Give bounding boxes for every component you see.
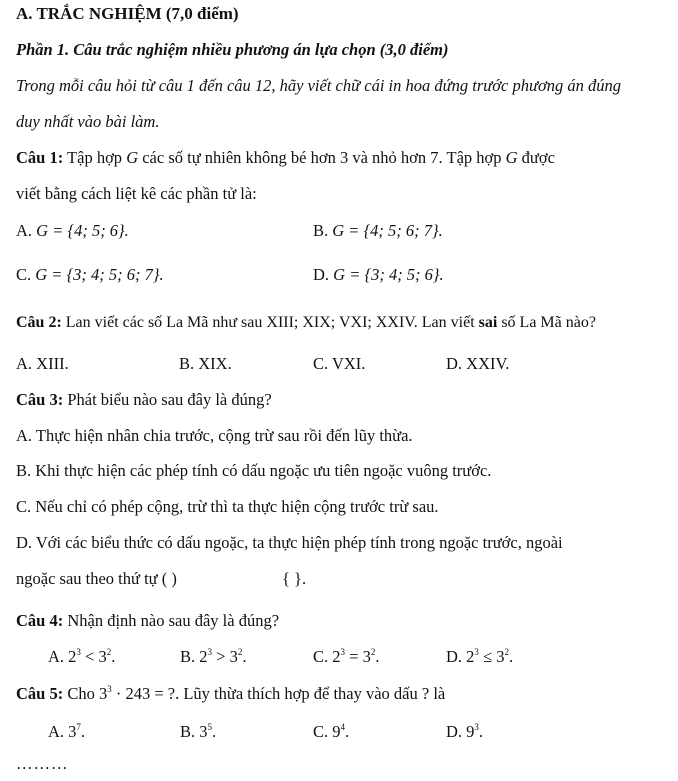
option-end: . <box>508 647 514 666</box>
option-exponent: 2 <box>106 647 112 657</box>
question-2-option-c: C. VXI. <box>313 354 366 373</box>
option-operator: ≤ <box>478 647 497 666</box>
question-2-stem <box>16 314 596 332</box>
option-exponent: 3 <box>474 647 479 657</box>
question-5-text-a: Cho <box>67 684 99 703</box>
question-4-option-b <box>180 647 246 667</box>
option-base: 2 <box>332 647 341 666</box>
option-end: . <box>345 722 350 741</box>
option-letter: A. <box>48 647 65 666</box>
option-operator: = <box>345 647 363 666</box>
question-2-bold-word: sai <box>478 314 498 331</box>
question-5-label: Câu 5: <box>16 684 64 703</box>
option-end: . <box>242 647 247 666</box>
question-4-stem <box>16 611 279 631</box>
option-exponent: 2 <box>237 647 243 657</box>
question-3-text: Phát biểu nào sau đây là đúng? <box>67 390 272 409</box>
part1-instruction-line2: duy nhất vào bài làm. <box>16 112 160 131</box>
option-base: 3 <box>496 647 505 666</box>
option-base: 2 <box>199 647 208 666</box>
question-1-text-a: Tập hợp <box>67 148 127 167</box>
question-1-var2: G <box>505 148 518 167</box>
option-exponent: 5 <box>207 722 213 732</box>
question-3-option-d-line2 <box>16 569 177 589</box>
option-base: 3 <box>68 722 77 741</box>
question-5-text-b: · 243 = ?. Lũy thừa thích hợp để thay vào dấu ? là <box>111 684 446 703</box>
question-1-stem <box>16 148 555 168</box>
question-2-option-b: B. XIX. <box>179 354 232 373</box>
question-4-text: Nhận định nào sau đây là đúng? <box>67 611 280 630</box>
question-3-stem <box>16 390 272 410</box>
option-letter: A. <box>48 722 65 741</box>
option-base: 3 <box>229 647 238 666</box>
option-expr: G = {3; 4; 5; 6}. <box>333 265 444 284</box>
option-letter: B. <box>180 722 196 741</box>
option-exponent: 7 <box>76 722 81 732</box>
question-5-option-c <box>313 722 349 742</box>
question-2-option-a: A. XIII. <box>16 354 69 373</box>
question-1-text-b: các số tự nhiên không bé hơn 3 và nhỏ hơn 7. Tập hợp <box>138 148 506 167</box>
question-3-option-a: A. Thực hiện nhân chia trước, cộng trừ sau rồi đến lũy thừa. <box>16 426 413 445</box>
option-base: 3 <box>98 647 107 666</box>
option-letter: D. <box>446 647 463 666</box>
part1-instruction-line1: Trong mỗi câu hỏi từ câu 1 đến câu 12, hãy viết chữ cái in hoa đứng trước phương án đúng <box>16 76 622 95</box>
option-end: . <box>212 722 217 741</box>
option-operator: < <box>80 647 99 666</box>
section-heading: A. TRẮC NGHIỆM (7,0 điểm) <box>16 4 239 23</box>
question-3-option-d-braces: { }. <box>282 569 307 588</box>
option-letter: B. <box>313 221 329 240</box>
question-5-stem <box>16 684 445 704</box>
continuation-ellipsis: ……… <box>16 754 69 773</box>
option-letter: C. <box>16 265 32 284</box>
question-2-label: Câu 2: <box>16 314 62 331</box>
question-5-option-d <box>446 722 483 742</box>
option-exponent: 4 <box>340 722 346 732</box>
question-5-option-a <box>48 722 85 742</box>
question-2-option-d: D. XXIV. <box>446 354 510 373</box>
option-exponent: 3 <box>207 647 213 657</box>
option-expr: G = {3; 4; 5; 6; 7}. <box>35 265 164 284</box>
question-1-var: G <box>126 148 139 167</box>
part1-title: Phần 1. Câu trắc nghiệm nhiều phương án lựa chọn (3,0 điểm) <box>16 40 449 59</box>
option-base: 3 <box>362 647 371 666</box>
question-3-option-d: D. Với các biểu thức có dấu ngoặc, ta thực hiện phép tính trong ngoặc trước, ngoài <box>16 533 563 552</box>
question-5-base: 3 <box>98 684 108 703</box>
option-exponent: 3 <box>340 647 346 657</box>
question-1-option-d <box>313 265 444 285</box>
option-letter: A. <box>16 221 33 240</box>
option-base: 2 <box>68 647 77 666</box>
question-2-text-a: Lan viết các số La Mã như sau XIII; XIX; VXI; XXIV. Lan viết <box>65 314 479 331</box>
option-expr: G = {4; 5; 6; 7}. <box>332 221 443 240</box>
option-letter: B. <box>180 647 196 666</box>
option-base: 2 <box>466 647 475 666</box>
option-letter: C. <box>313 647 329 666</box>
option-end: . <box>375 647 380 666</box>
option-exponent: 3 <box>474 722 479 732</box>
question-1-stem-line2: viết bằng cách liệt kê các phần tử là: <box>16 184 257 203</box>
option-letter: C. <box>313 722 329 741</box>
question-1-option-b <box>313 221 443 241</box>
question-2-text-b: số La Mã nào? <box>497 314 596 331</box>
question-4-option-a <box>48 647 115 667</box>
question-1-option-c <box>16 265 164 285</box>
option-end: . <box>80 722 86 741</box>
question-4-label: Câu 4: <box>16 611 64 630</box>
option-letter: D. <box>313 265 330 284</box>
question-3-option-d-text: ngoặc sau theo thứ tự ( ) <box>16 569 177 588</box>
option-operator: > <box>212 647 230 666</box>
option-exponent: 2 <box>370 647 376 657</box>
option-expr: G = {4; 5; 6}. <box>36 221 129 240</box>
option-base: 3 <box>199 722 208 741</box>
question-1-text-c: được <box>517 148 555 167</box>
question-4-option-c <box>313 647 379 667</box>
option-end: . <box>478 722 484 741</box>
question-3-option-b: B. Khi thực hiện các phép tính có dấu ngoặc ưu tiên ngoặc vuông trước. <box>16 461 492 480</box>
question-1-option-a <box>16 221 129 241</box>
option-base: 9 <box>466 722 475 741</box>
question-1-label: Câu 1: <box>16 148 64 167</box>
option-end: . <box>111 647 116 666</box>
question-5-exponent: 3 <box>107 684 112 694</box>
question-3-option-c: C. Nếu chỉ có phép cộng, trừ thì ta thực hiện cộng trước trừ sau. <box>16 497 439 516</box>
question-3-label: Câu 3: <box>16 390 64 409</box>
question-5-option-b <box>180 722 216 742</box>
option-letter: D. <box>446 722 463 741</box>
question-4-option-d <box>446 647 513 667</box>
option-exponent: 2 <box>504 647 509 657</box>
option-exponent: 3 <box>76 647 81 657</box>
option-base: 9 <box>332 722 341 741</box>
